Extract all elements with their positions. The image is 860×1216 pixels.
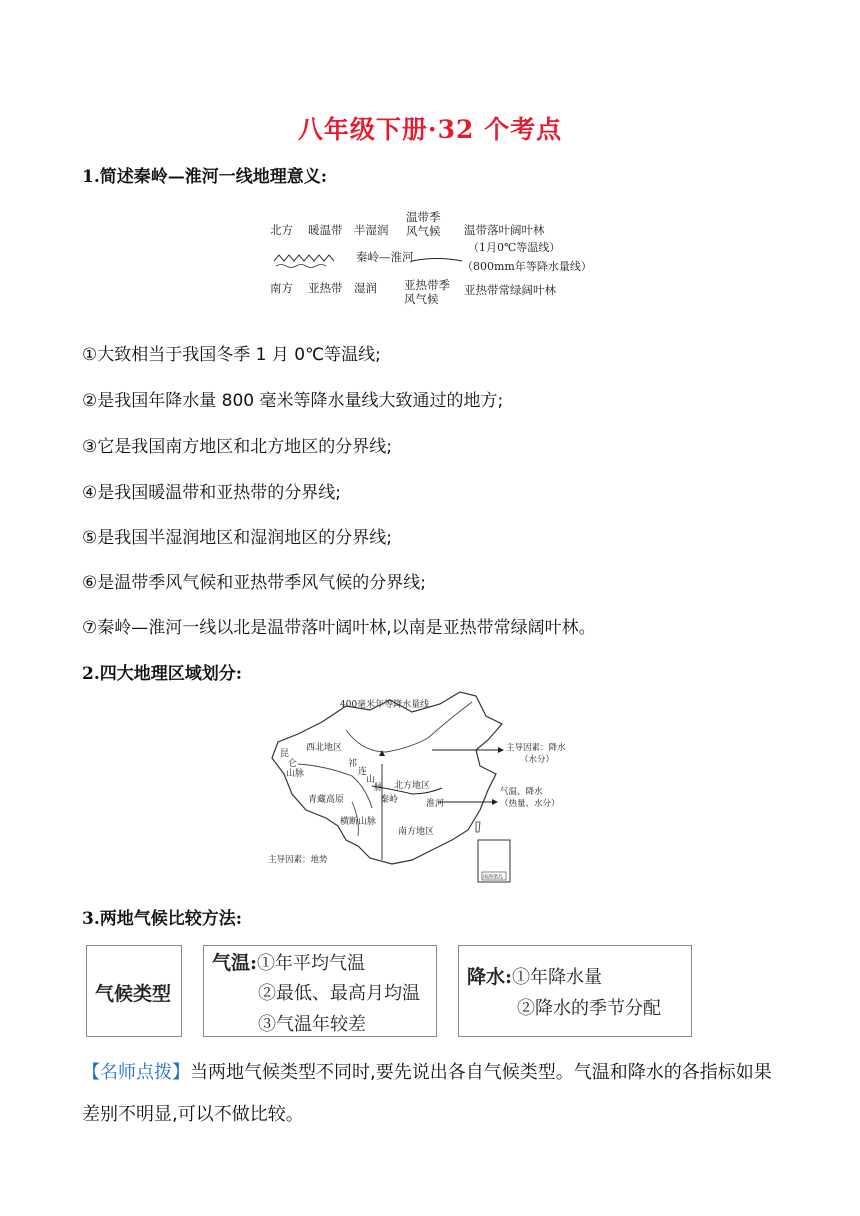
south-climate-1: 亚热带季 bbox=[404, 278, 450, 292]
northwest-label: 西北地区 bbox=[306, 743, 343, 753]
temp-item-2: ②最低、最高月均温 bbox=[258, 983, 420, 1004]
point-7: ⑦秦岭—淮河一线以北是温带落叶阔叶林,以南是亚热带常绿阔叶林。 bbox=[82, 618, 596, 638]
north-zone: 暖温带 bbox=[308, 223, 343, 237]
kunlun-label-2: 仑 bbox=[288, 759, 298, 769]
point-6: ⑥是温带季风气候和亚热带季风气候的分界线; bbox=[82, 573, 426, 593]
qilian-label-4: 脉 bbox=[374, 783, 384, 793]
qinling-huaihe-figure bbox=[262, 206, 612, 310]
north-label: 北方 bbox=[270, 223, 293, 237]
isotherm-label: （1月0℃等温线） bbox=[468, 241, 561, 254]
arrowhead-temp-rain bbox=[492, 799, 498, 805]
factor-temp-rain-2: （热量、水分） bbox=[500, 799, 560, 809]
north-climate-1: 温带季 bbox=[406, 210, 441, 224]
point-1: ①大致相当于我国冬季 1 月 0℃等温线; bbox=[82, 345, 381, 365]
point-3: ③它是我国南方地区和北方地区的分界线; bbox=[82, 437, 392, 457]
point-2: ②是我国年降水量 800 毫米等降水量线大致通过的地方; bbox=[82, 391, 504, 411]
inset-label: 南海诸岛 bbox=[483, 874, 504, 881]
point-4: ④是我国暖温带和亚热带的分界线; bbox=[82, 483, 341, 503]
isohyet-400-label: 400毫米年等降水量线 bbox=[340, 700, 430, 710]
hengduan-label: 横断山脉 bbox=[340, 817, 377, 827]
point-5: ⑤是我国半湿润地区和湿润地区的分界线; bbox=[82, 528, 392, 548]
china-regions-map bbox=[262, 690, 602, 886]
temp-item-1: ①年平均气温 bbox=[257, 953, 366, 974]
precipitation-title: 降水: bbox=[467, 966, 513, 988]
temperature-box bbox=[203, 945, 437, 1037]
precipitation-box bbox=[458, 945, 692, 1037]
qilian-label-1: 祁 bbox=[348, 759, 358, 769]
arrowhead-rain bbox=[498, 747, 504, 753]
north-region-label: 北方地区 bbox=[394, 781, 431, 791]
qilian-label-2: 连 bbox=[358, 767, 368, 777]
north-climate-2: 风气候 bbox=[406, 224, 441, 238]
precip-item-2: ②降水的季节分配 bbox=[517, 998, 661, 1019]
shanmai-label: 山脉 bbox=[286, 769, 305, 779]
line-label: 秦岭—淮河 bbox=[356, 250, 414, 264]
china-outline bbox=[272, 692, 502, 864]
tip-tag: 【名师点拨】 bbox=[82, 1062, 190, 1083]
teacher-tip bbox=[82, 1052, 782, 1136]
section1-heading: 1.简述秦岭—淮河一线地理意义: bbox=[82, 167, 328, 187]
south-zone: 亚热带 bbox=[308, 281, 343, 295]
tip-text: 当两地气候类型不同时,要先说出各自气候类型。气温和降水的各指标如果差别不明显,可以不做比较。 bbox=[82, 1062, 772, 1125]
huaihe-label: 淮河 bbox=[426, 799, 445, 809]
temp-item-3: ③气温年较差 bbox=[258, 1014, 366, 1035]
isohyet-label: （800mm年等降水量线） bbox=[462, 260, 592, 273]
climate-type-box bbox=[86, 945, 182, 1037]
south-climate-2: 风气候 bbox=[404, 292, 439, 306]
factor-terrain: 主导因素：地势 bbox=[268, 855, 328, 865]
qilian-label-3: 山 bbox=[366, 775, 376, 785]
qinling-label: 秦岭 bbox=[380, 795, 399, 805]
wave-icon bbox=[276, 265, 326, 268]
mountain-icon bbox=[274, 255, 334, 261]
south-region-label: 南方地区 bbox=[398, 827, 435, 837]
arrowhead-terrain bbox=[379, 750, 385, 756]
qinghai-tibet-label: 青藏高原 bbox=[308, 795, 345, 805]
factor-temp-rain-1: 气温、降水 bbox=[500, 787, 543, 797]
factor-rain-1: 主导因素：降水 bbox=[506, 743, 566, 753]
kunlun-label-1: 昆 bbox=[280, 749, 290, 759]
taiwan-shape bbox=[476, 822, 480, 832]
section2-heading: 2.四大地理区域划分: bbox=[82, 664, 243, 684]
temperature-title: 气温: bbox=[212, 952, 258, 974]
south-label: 南方 bbox=[270, 281, 293, 295]
factor-rain-2: （水分） bbox=[520, 755, 555, 765]
dividing-line bbox=[412, 259, 462, 262]
climate-type-label: 气候类型 bbox=[95, 983, 172, 1005]
north-moisture: 半湿润 bbox=[354, 223, 389, 237]
section3-heading: 3.两地气候比较方法: bbox=[82, 909, 243, 929]
precip-item-1: ①年降水量 bbox=[512, 967, 603, 988]
south-forest: 亚热带常绿阔叶林 bbox=[464, 283, 556, 297]
north-forest: 温带落叶阔叶林 bbox=[464, 223, 545, 237]
south-moisture: 湿润 bbox=[354, 281, 377, 295]
page-title: 八年级下册·32 个考点 bbox=[297, 115, 563, 144]
